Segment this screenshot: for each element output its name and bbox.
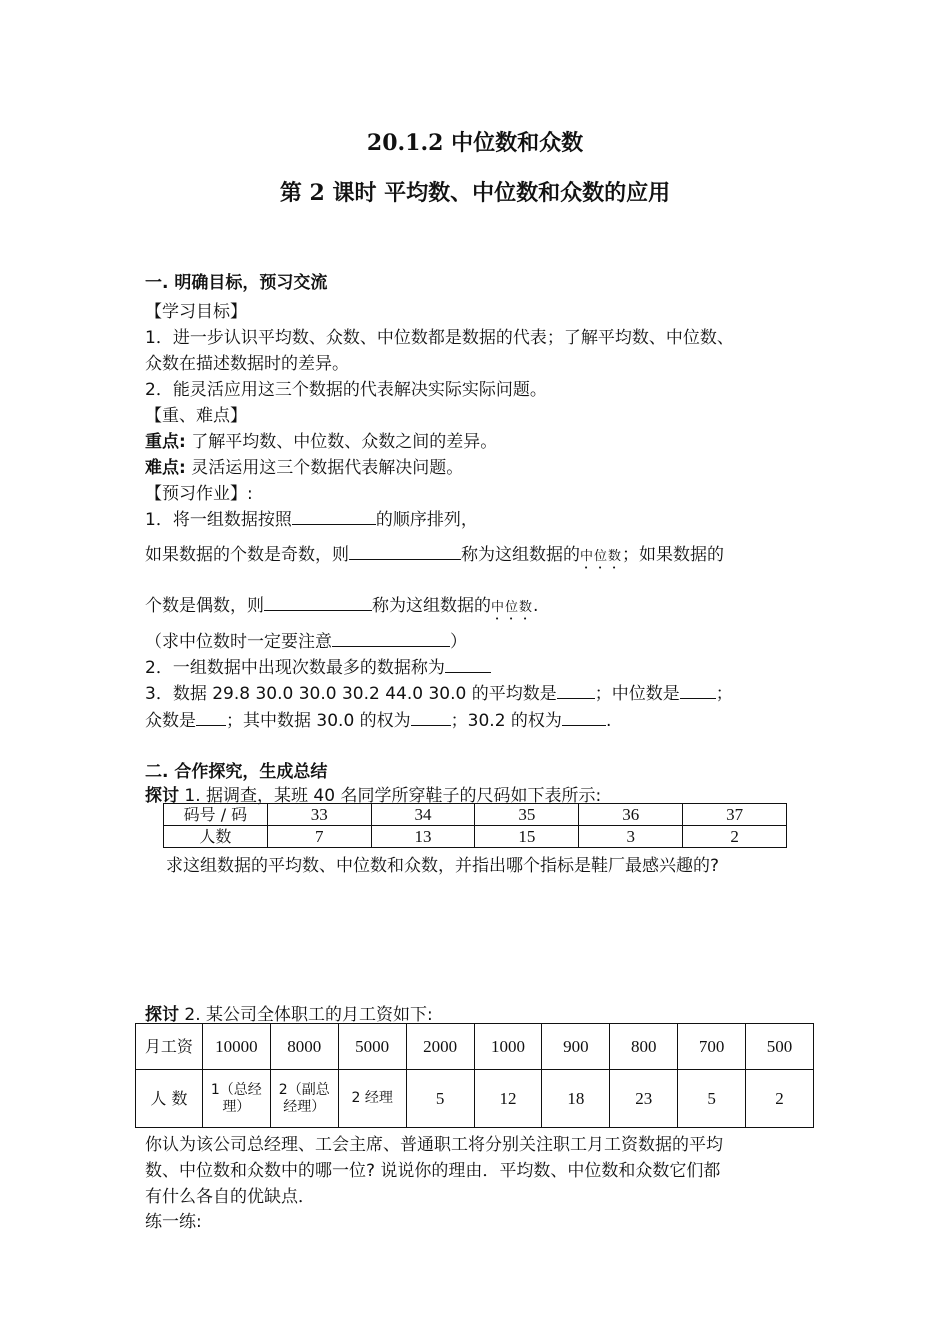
table1-count-cell: 2	[683, 826, 787, 848]
table-row	[164, 826, 787, 848]
table1-size-cell: 33	[267, 804, 371, 826]
preview-q3-text-b: ；中位数是	[594, 684, 680, 704]
page-subtitle: 第 2 课时 平均数、中位数和众数的应用	[279, 180, 671, 206]
shoe-size-table	[163, 803, 787, 848]
table1-count-cell: 15	[475, 826, 579, 848]
table1-count-cell: 7	[267, 826, 371, 848]
preview-q1-text-a: 1．将一组数据按照	[145, 510, 292, 530]
goals-label: 【学习目标】	[145, 302, 247, 322]
preview-q1-line3	[145, 591, 538, 623]
table2-count-cell: 2（副总经理）	[270, 1070, 338, 1128]
table2-salary-cell: 8000	[270, 1024, 338, 1070]
table2-count-cell: 1（总经理）	[202, 1070, 270, 1128]
table1-size-cell: 36	[579, 804, 683, 826]
key-label: 【重、难点】	[145, 406, 247, 426]
preview-q1-odd-text-c: ；如果数据的	[622, 545, 725, 565]
table2-count-cell: 12	[474, 1070, 542, 1128]
table2-count-cell: 18	[542, 1070, 610, 1128]
preview-q1-even-text-b: 称为这组数据的	[372, 596, 491, 616]
explore2-question-a: 你认为该公司总经理、工会主席、普通职工将分别关注职工月工资数据的平均	[145, 1135, 723, 1155]
table2-salary-cell: 800	[610, 1024, 678, 1070]
explore1-text: 1. 据调查，某班 40 名同学所穿鞋子的尺码如下表所示:	[179, 786, 602, 806]
explore1-question: 求这组数据的平均数、中位数和众数，并指出哪个指标是鞋厂最感兴趣的?	[166, 856, 720, 876]
blank-weight-30[interactable]	[411, 709, 451, 726]
blank-note[interactable]	[332, 630, 450, 647]
table1-size-cell: 35	[475, 804, 579, 826]
table2-row2-label: 人 数	[136, 1070, 203, 1128]
table2-count-cell: 2	[746, 1070, 814, 1128]
table2-count-cell: 5	[678, 1070, 746, 1128]
table1-size-cell: 37	[683, 804, 787, 826]
table-row	[136, 1024, 814, 1070]
median-term-2: 中位数	[491, 600, 534, 615]
key-point-text: 了解平均数、中位数、众数之间的差异。	[185, 432, 498, 452]
blank-weight-302[interactable]	[562, 709, 606, 726]
explore2-text: 2. 某公司全体职工的月工资如下:	[179, 1005, 433, 1025]
table2-salary-cell: 900	[542, 1024, 610, 1070]
section1-heading: 一. 明确目标，预习交流	[145, 273, 328, 293]
explore2-question-b: 数、中位数和众数中的哪一位? 说说你的理由．平均数、中位数和众数它们都	[145, 1161, 721, 1181]
blank-mean[interactable]	[557, 682, 595, 699]
preview-q3-text-f: ；30.2 的权为	[450, 711, 562, 731]
explore2-question-c: 有什么各自的优缺点．	[145, 1187, 315, 1207]
blank-odd[interactable]	[349, 543, 461, 560]
blank-even[interactable]	[264, 594, 372, 611]
preview-q1-odd-text: 如果数据的个数是奇数，则	[145, 545, 349, 565]
practice-label: 练一练:	[145, 1212, 202, 1232]
preview-q3-text-e: ；其中数据 30.0 的权为	[226, 711, 411, 731]
explore1-label: 探讨	[145, 786, 179, 806]
goal2: 2．能灵活应用这三个数据的代表解决实际实际问题。	[145, 380, 547, 400]
preview-q1-line4	[145, 627, 467, 652]
key-point	[145, 427, 497, 452]
preview-q3-text-g: .	[605, 711, 612, 731]
goal1-line-b: 众数在描述数据时的差异。	[145, 354, 349, 374]
preview-q1-even-text-c: .	[533, 596, 539, 616]
table-row	[164, 804, 787, 826]
blank-mode2[interactable]	[196, 709, 226, 726]
preview-q3-text-c: ；	[715, 684, 733, 704]
preview-q1-odd-text-b: 称为这组数据的	[461, 545, 580, 565]
table1-row2-label: 人数	[164, 826, 268, 848]
explore2-label: 探讨	[145, 1005, 179, 1025]
table1-row1-label: 码号 / 码	[164, 804, 268, 826]
table-row	[136, 1070, 814, 1128]
key-point-label: 重点:	[145, 432, 186, 452]
explore2-intro	[145, 1000, 433, 1025]
median-term-1: 中位数	[580, 549, 623, 564]
preview-q2	[145, 653, 491, 678]
preview-label: 【预习作业】:	[145, 484, 253, 504]
preview-q2-text: 2．一组数据中出现次数最多的数据称为	[145, 658, 445, 678]
table2-salary-cell: 2000	[406, 1024, 474, 1070]
table2-salary-cell: 500	[746, 1024, 814, 1070]
table2-salary-cell: 1000	[474, 1024, 542, 1070]
difficult-label: 难点:	[145, 458, 186, 478]
preview-q1-note-b: ）	[450, 632, 467, 652]
preview-q1-note-a: （求中位数时一定要注意	[145, 632, 332, 652]
table1-size-cell: 34	[371, 804, 475, 826]
page-title: 20.1.2 中位数和众数	[366, 130, 584, 156]
preview-q3-text-a: 3．数据 29.8 30.0 30.0 30.2 44.0 30.0 的平均数是	[145, 684, 557, 704]
preview-q3-text-d: 众数是	[145, 711, 196, 731]
table2-count-cell: 5	[406, 1070, 474, 1128]
difficult-point	[145, 453, 463, 478]
table2-count-cell: 2 经理	[338, 1070, 406, 1128]
section2-heading: 二. 合作探究，生成总结	[145, 762, 328, 782]
preview-q1-line2	[145, 540, 724, 572]
salary-table	[135, 1023, 814, 1128]
table2-salary-cell: 700	[678, 1024, 746, 1070]
table2-row1-label: 月工资	[136, 1024, 203, 1070]
table2-salary-cell: 5000	[338, 1024, 406, 1070]
preview-q3-line2	[145, 706, 611, 731]
preview-q1-even-text: 个数是偶数，则	[145, 596, 264, 616]
blank-order[interactable]	[292, 508, 376, 525]
blank-mode[interactable]	[445, 656, 491, 673]
preview-q3-line1	[145, 679, 733, 704]
table2-count-cell: 23	[610, 1070, 678, 1128]
preview-q1-line1	[145, 505, 478, 530]
preview-q1-text-b: 的顺序排列，	[375, 510, 478, 530]
difficult-text: 灵活运用这三个数据代表解决问题。	[185, 458, 464, 478]
blank-median[interactable]	[680, 682, 716, 699]
table2-salary-cell: 10000	[202, 1024, 270, 1070]
table1-count-cell: 3	[579, 826, 683, 848]
goal1-line-a: 1．进一步认识平均数、众数、中位数都是数据的代表；了解平均数、中位数、	[145, 328, 734, 348]
table1-count-cell: 13	[371, 826, 475, 848]
